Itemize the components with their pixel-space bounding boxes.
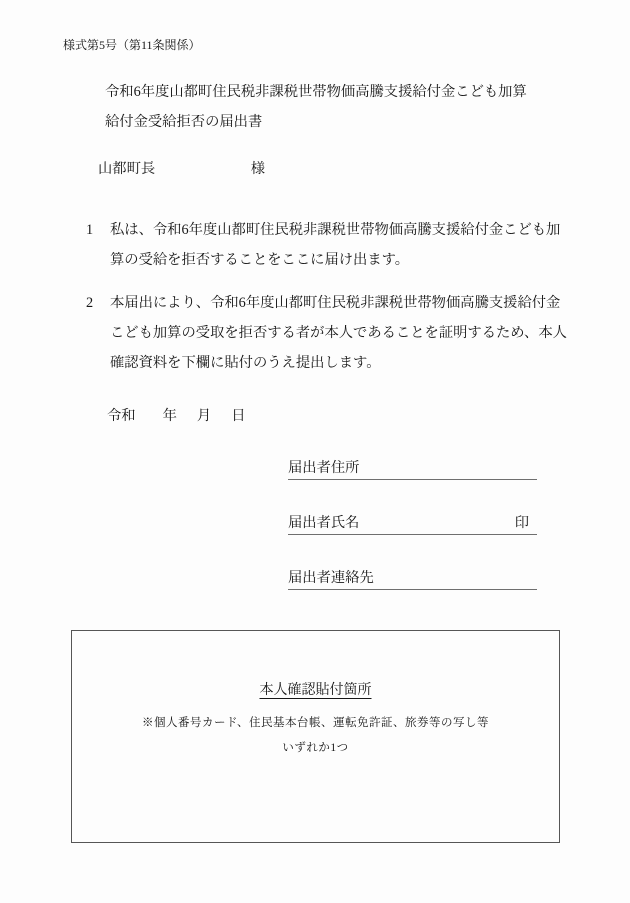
year-label: 年: [162, 408, 177, 424]
id-attachment-box: [71, 630, 560, 843]
field-label-name: 届出者氏名: [288, 515, 360, 531]
addressee-line: [98, 159, 265, 179]
attachment-box-title: 本人確認貼付箇所: [259, 683, 372, 698]
title-line-2: 給付金受給拒否の届出書: [105, 114, 263, 130]
field-row-name: [288, 513, 537, 535]
seal-label: 印: [514, 515, 529, 531]
paragraph-2-text: 本届出により、令和6年度山都町住民税非課税世帯物価高騰支援給付金こども加算の受取を拒否する者が本人であることを証明するため、本人確認資料を下欄に貼付のうえ提出します。: [110, 295, 567, 371]
form-number: 様式第5号（第11条関係）: [63, 38, 201, 52]
document-title: [105, 77, 527, 137]
paragraph-2: [86, 288, 574, 378]
paragraph-1: [86, 215, 574, 275]
field-row-address: [288, 458, 537, 480]
paragraph-2-number: 2: [86, 295, 94, 311]
era-label: 令和: [107, 408, 136, 424]
addressee-honorific: 様: [250, 161, 266, 177]
day-label: 日: [231, 408, 246, 424]
paragraph-1-text: 私は、令和6年度山都町住民税非課税世帯物価高騰支援給付金こども加算の受給を拒否することをここに届け出ます。: [110, 222, 561, 268]
paragraph-1-number: 1: [86, 222, 94, 238]
attachment-box-note-2: いずれか1つ: [282, 742, 349, 754]
month-label: 月: [196, 408, 212, 424]
field-label-address: 届出者住所: [288, 460, 360, 476]
field-label-contact: 届出者連絡先: [288, 570, 374, 586]
field-row-contact: [288, 568, 537, 590]
addressee-name: 山都町長: [98, 161, 156, 177]
title-line-1: 令和6年度山都町住民税非課税世帯物価高騰支援給付金こども加算: [105, 84, 527, 100]
attachment-box-note: ※個人番号カード、住民基本台帳、運転免許証、旅券等の写し等: [142, 717, 489, 729]
date-line: [107, 406, 245, 426]
